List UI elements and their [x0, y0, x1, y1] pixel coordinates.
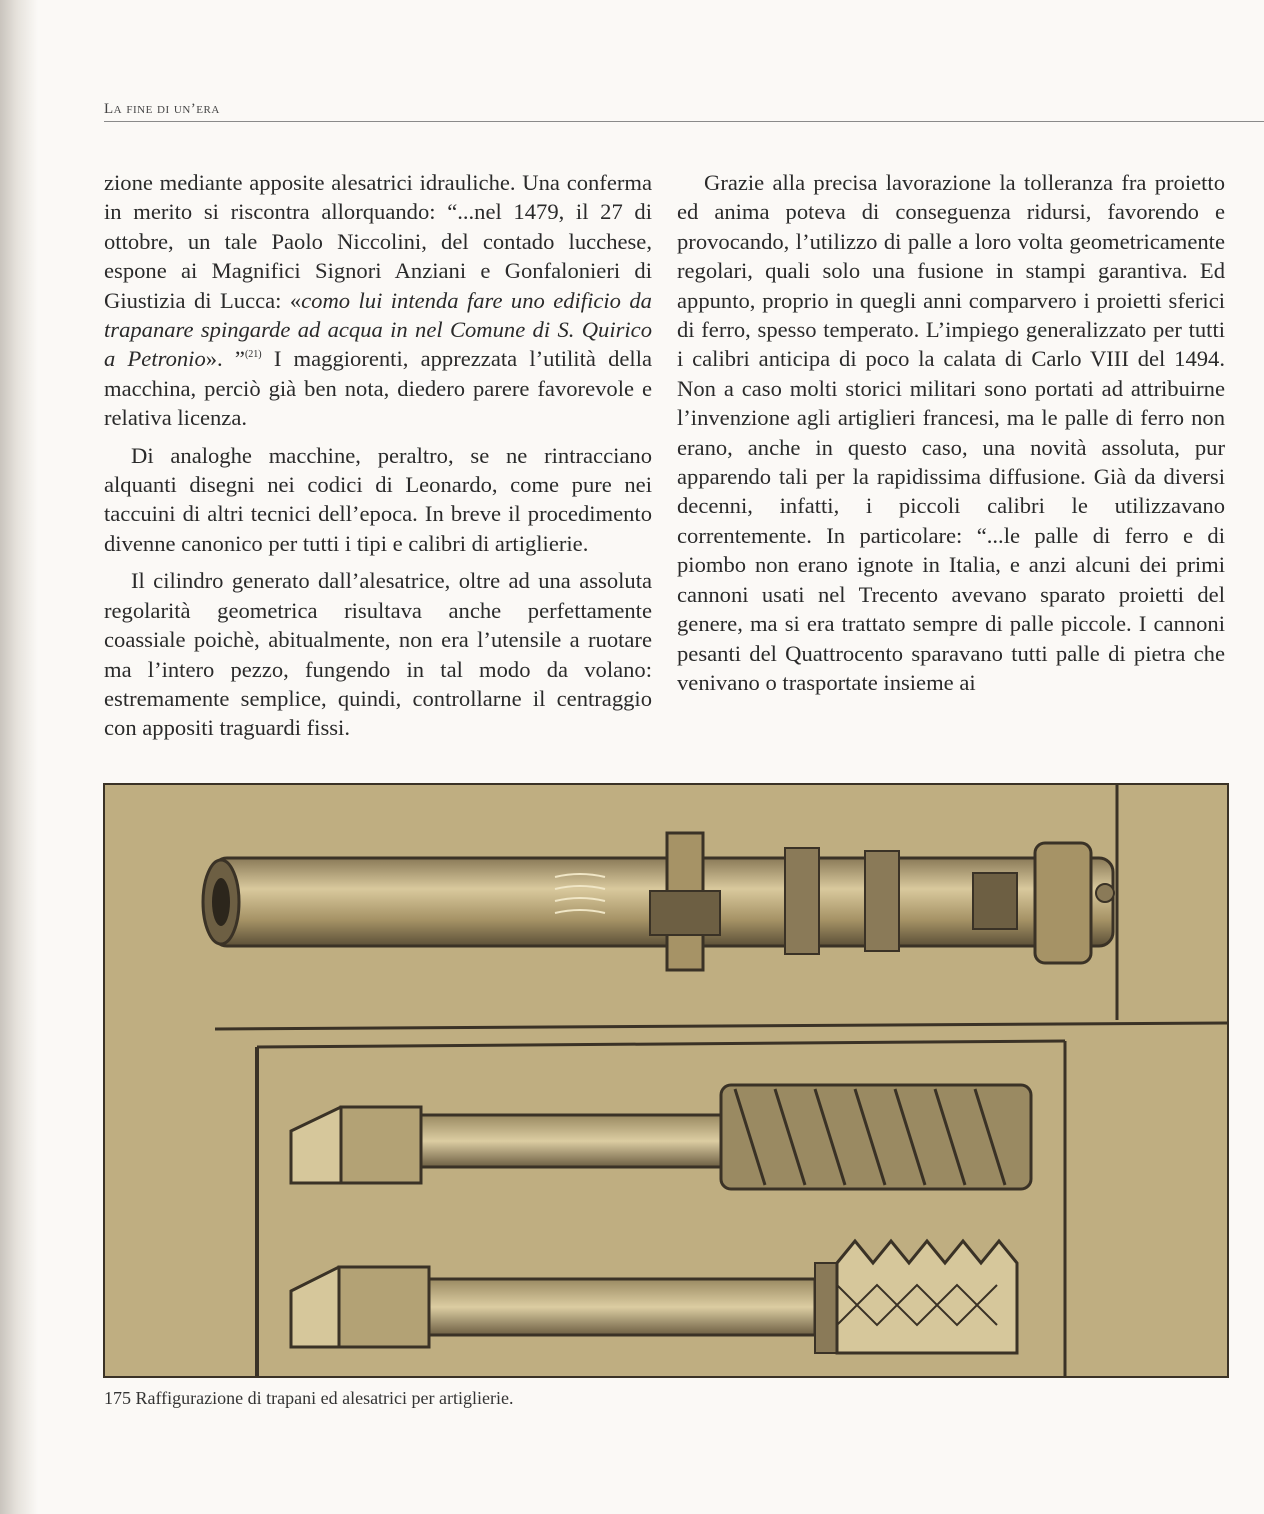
engraving-illustration	[105, 785, 1227, 1376]
running-header: La fine di un’era	[104, 101, 220, 117]
left-p1-text-a: zione mediante apposite alesatrici idrauliche. Una conferma in merito si riscontra allorquando: “...nel 1479, il 27 di ottobre, un tale Paolo Niccolini, del contado lucchese, espone ai Magnifici Signori Anziani e Gonfalonieri di Giustizia di Lucca: «	[104, 170, 652, 313]
left-paragraph-1	[104, 168, 652, 433]
left-p1-text-b: ». ”	[205, 346, 245, 372]
footnote-ref[interactable]: (21)	[244, 349, 262, 361]
right-column	[677, 168, 1225, 697]
left-paragraph-2: Di analoghe macchine, peraltro, se ne rintracciano alquanti disegni nei codici di Leonardo, come pure nei taccuini di altri tecnici dell’epoca. In breve il procedimento divenne canonico per tutti i tipi e calibri di artiglierie.	[104, 442, 652, 556]
right-paragraph-1: Grazie alla precisa lavorazione la tolleranza fra proietto ed anima poteva di conseguenza ridursi, favorendo e provocando, l’utilizzo di palle a loro volta geometricamente regolari, quali solo una fusione in stampi garantiva. Ed appunto, proprio in quegli anni comparvero i proietti sferici di ferro, spesso temperato. L’impiego generalizzato per tutti i calibri anticipa di poco la calata di Carlo VIII del 1494. Non a caso molti storici militari sono portati ad attribuirne l’invenzione agli artiglieri francesi, ma le palle di ferro non erano, anche in questo caso, una novità assoluta, pur apparendo tali per la rapidissima diffusione. Già da diversi decenni, infatti, i piccoli calibri le utilizzavano correntemente. In particolare: “...le palle di ferro e di piombo non erano ignote in Italia, e anzi alcuni dei primi cannoni usati nel Trecento avevano sparato proietti del genere, ma si era trattato sempre di palle piccole. I cannoni pesanti del Quattrocento sparavano tutti palle di pietra che venivano o trasportate insieme ai	[677, 170, 1225, 695]
left-p1-quote: como lui intenda fare uno edificio da trapanare spingarde ad acqua in nel Comune di S. Quirico a Petronio	[104, 287, 652, 372]
left-p1-text-c: I maggiorenti, apprezzata l’utilità della macchina, perciò già ben nota, diedero parere favorevole e relativa licenza.	[104, 346, 652, 431]
left-column	[104, 168, 652, 743]
page-gutter	[0, 0, 38, 1514]
figure-caption: 175 Raffigurazione di trapani ed alesatrici per artiglierie.	[104, 1388, 514, 1408]
header-rule	[104, 121, 1264, 122]
figure-engraving	[103, 783, 1229, 1378]
left-paragraph-3: Il cilindro generato dall’alesatrice, oltre ad una assoluta regolarità geometrica risultava anche perfettamente coassiale poichè, abitualmente, non era l’utensile a ruotare ma l’intero pezzo, fungendo in tal modo da volano: estremamente semplice, quindi, controllarne il centraggio con appositi traguardi fissi.	[104, 568, 652, 741]
